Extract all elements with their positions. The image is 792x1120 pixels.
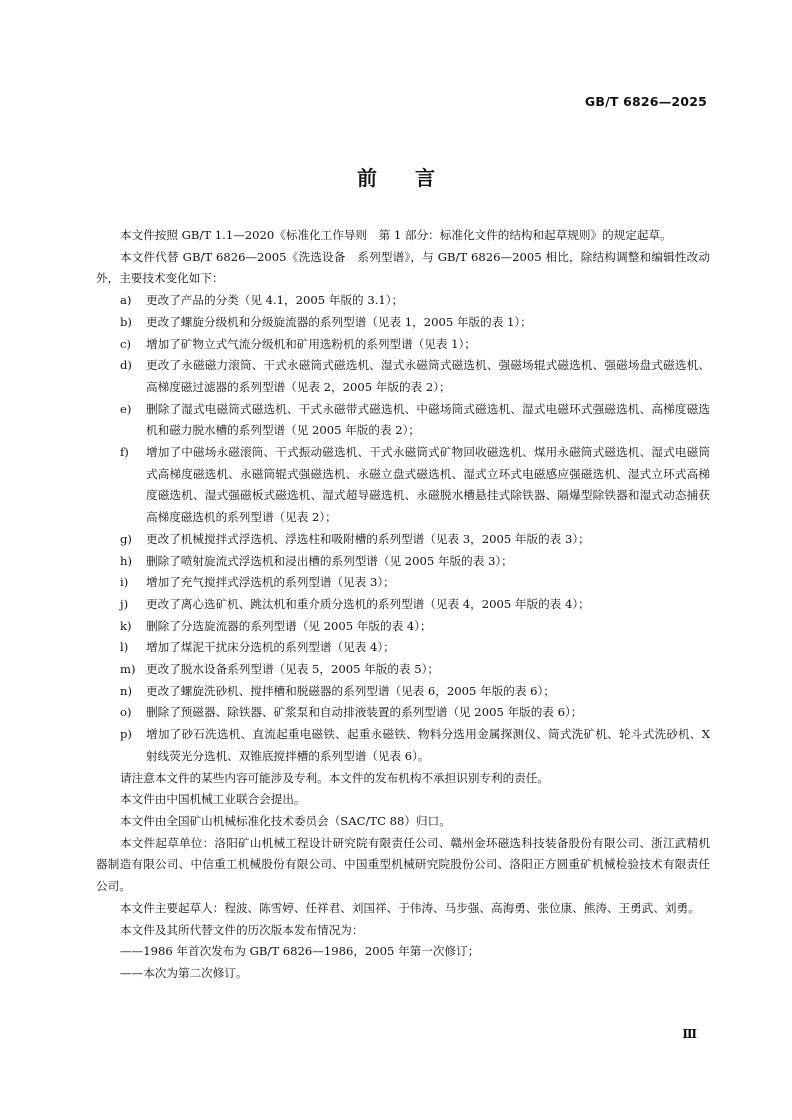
list-item <box>96 312 710 334</box>
proposer-statement: 本文件由中国机械工业联合会提出。 <box>120 792 306 807</box>
list-item-label: l) <box>120 640 129 655</box>
list-item-label: p) <box>120 727 132 742</box>
list-item <box>96 616 710 638</box>
list-item <box>96 702 710 724</box>
list-item <box>96 290 710 312</box>
list-item-label: n) <box>120 683 132 698</box>
list-item-label: a) <box>120 293 132 308</box>
list-item-text: 删除了喷射旋流式浮选机和浸出槽的系列型谱（见 2005 年版的表 3）； <box>146 553 513 568</box>
list-item <box>96 637 710 659</box>
list-item-text: 删除了湿式电磁筒式磁选机、干式永磁带式磁选机、中磁场筒式磁选机、湿式电磁环式强磁选机、高梯度磁选机和磁力脱水槽的系列型谱（见 2005 年版的表 2）； <box>146 401 710 438</box>
list-item-text: 删除了预磁器、除铁器、矿浆泵和自动排液装置的系列型谱（见 2005 年版的表 6）； <box>146 705 583 720</box>
list-item-label: m) <box>120 662 136 677</box>
list-item-text: 更改了永磁磁力滚筒、干式永磁筒式磁选机、湿式永磁筒式磁选机、强磁场辊式磁选机、强磁场盘式磁选机、高梯度磁过滤器的系列型谱（见表 2，2005 年版的表 2）； <box>146 358 710 394</box>
list-item-label: j) <box>120 596 129 611</box>
list-item-label: b) <box>120 314 132 329</box>
list-item <box>96 572 710 594</box>
list-item <box>96 355 710 398</box>
replacement-paragraph: 本文件代替 GB/T 6826—2005《洗选设备 系列型谱》，与 GB/T 6826—2005 相比，除结构调整和编辑性改动外，主要技术变化如下： <box>96 249 710 286</box>
list-item <box>96 659 710 681</box>
history-intro: 本文件及其所代替文件的历次版本发布情况为： <box>120 922 364 937</box>
list-item-text: 更改了螺旋洗砂机、搅拌槽和脱磁器的系列型谱（见表 6，2005 年版的表 6）； <box>146 683 555 698</box>
list-item <box>96 442 710 529</box>
list-item-text: 增加了中磁场永磁滚筒、干式振动磁选机、干式永磁筒式矿物回收磁选机、煤用永磁筒式磁选机、湿式电磁筒式高梯度磁选机、永磁筒辊式强磁选机、永磁立盘式磁选机、湿式立环式电磁感应强磁选机、湿式立环式高梯度磁选机、湿式强磁板式磁选机、湿式超导磁选机、永磁脱水槽悬挂式除铁器、隔爆型除铁器和湿式动态捕获高梯度磁选机的系列型谱（见表 2）； <box>146 445 710 525</box>
list-item <box>96 334 710 356</box>
list-item-text: 更改了机械搅拌式浮选机、浮选柱和吸附槽的系列型谱（见表 3，2005 年版的表 3）； <box>146 531 590 546</box>
list-item-label: c) <box>120 336 132 351</box>
list-item <box>96 399 710 442</box>
list-item-text: 增加了砂石洗选机、直流起重电磁铁、起重永磁铁、物料分选用金属探测仪、筒式洗矿机、轮斗式洗砂机、X 射线荧光分选机、双锥底搅拌槽的系列型谱（见表 6）。 <box>146 727 710 763</box>
changes-list <box>96 290 710 767</box>
list-item-text: 更改了产品的分类（见 4.1，2005 年版的 3.1）； <box>146 293 404 308</box>
history-item: ——1986 年首次发布为 GB/T 6826—1986，2005 年第一次修订； <box>120 944 480 959</box>
list-item <box>96 724 710 767</box>
patent-notice: 请注意本文件的某些内容可能涉及专利。本文件的发布机构不承担识别专利的责任。 <box>120 770 549 785</box>
list-item-label: h) <box>120 553 132 568</box>
history-item: ——本次为第二次修订。 <box>120 965 248 980</box>
list-item-text: 更改了螺旋分级机和分级旋流器的系列型谱（见表 1，2005 年版的表 1）； <box>146 314 532 329</box>
list-item-text: 更改了离心选矿机、跳汰机和重介质分选机的系列型谱（见表 4，2005 年版的表 4）； <box>146 596 590 611</box>
centralized-statement: 本文件由全国矿山机械标准化技术委员会（SAC/TC 88）归口。 <box>120 813 451 828</box>
drafters: 本文件主要起草人：程波、陈雪婷、任祥君、刘国祥、于伟涛、马步强、高海勇、张位康、熊涛、王勇武、刘勇。 <box>120 900 700 915</box>
standard-number: GB/T 6826—2025 <box>584 94 707 109</box>
drafting-units: 本文件起草单位：洛阳矿山机械工程设计研究院有限责任公司、赣州金环磁选科技装备股份有限公司、浙江武精机器制造有限公司、中信重工机械股份有限公司、中国重型机械研究院股份公司、洛阳正方圆重矿机械检验技术有限责任公司。 <box>96 835 710 894</box>
preface-content <box>96 225 710 985</box>
list-item-text: 更改了脱水设备系列型谱（见表 5，2005 年版的表 5）； <box>146 662 439 677</box>
page-title: 前言 <box>357 166 473 190</box>
list-item <box>96 681 710 703</box>
list-item-text: 增加了充气搅拌式浮选机的系列型谱（见表 3）； <box>146 575 395 590</box>
list-item-label: k) <box>120 618 132 633</box>
list-item <box>96 551 710 573</box>
list-item <box>96 594 710 616</box>
list-item-label: d) <box>120 358 132 373</box>
list-item <box>96 529 710 551</box>
list-item-text: 删除了分选旋流器的系列型谱（见 2005 年版的表 4）； <box>146 618 432 633</box>
list-item-label: f) <box>120 445 129 460</box>
list-item-label: i) <box>120 575 129 590</box>
list-item-text: 增加了矿物立式气流分级机和矿用选粉机的系列型谱（见表 1）； <box>146 336 476 351</box>
list-item-text: 增加了煤泥干扰床分选机的系列型谱（见表 4）； <box>146 640 395 655</box>
list-item-label: e) <box>120 401 132 416</box>
intro-paragraph: 本文件按照 GB/T 1.1—2020《标准化工作导则 第 1 部分：标准化文件的结构和起草规则》的规定起草。 <box>120 228 672 242</box>
list-item-label: o) <box>120 705 132 720</box>
page-number: Ⅲ <box>682 1027 697 1041</box>
list-item-label: g) <box>120 531 132 546</box>
